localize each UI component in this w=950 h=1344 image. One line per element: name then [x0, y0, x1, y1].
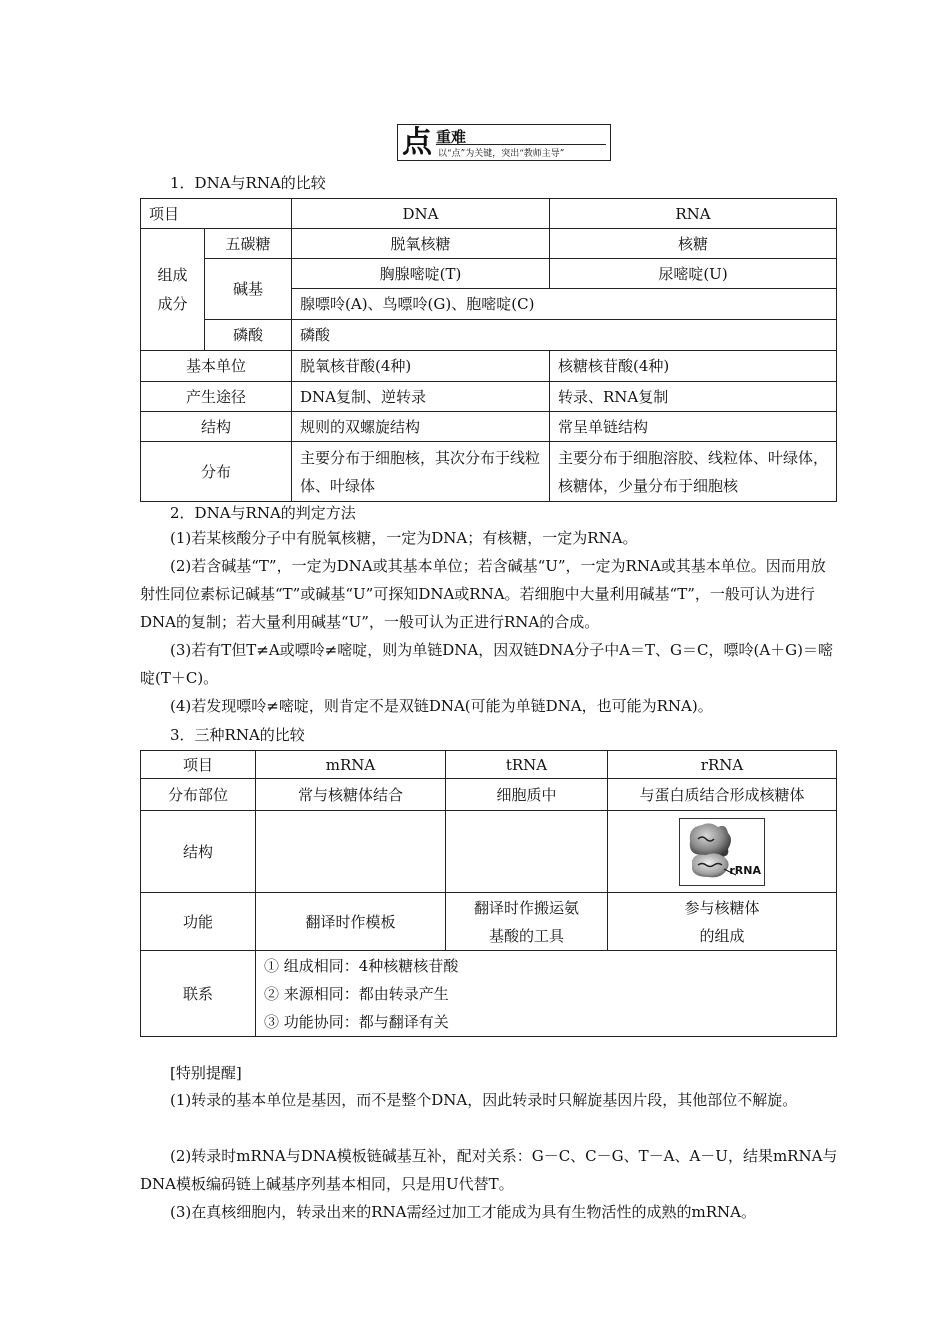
badge-subtitle: 以“点”为关键，突出“教师主导” [438, 149, 565, 159]
t2-function-mrna: 翻译时作模板 [256, 893, 446, 951]
t1-pentose-rna: 核糖 [550, 229, 837, 259]
badge-divider [436, 144, 606, 145]
t2-header-rrna: rRNA [608, 751, 837, 779]
t2-function-rrna-text: 参与核糖体的组成 [684, 898, 760, 945]
t1-phosphate-value: 磷酸 [292, 320, 837, 351]
t1-unit-rna: 核糖核苷酸(4种) [550, 351, 837, 382]
t2-function-label: 功能 [141, 893, 256, 951]
t2-location-rrna: 与蛋白质结合形成核糖体 [608, 779, 837, 811]
section2-p1: (1)若某核酸分子中有脱氧核糖，一定为DNA；有核糖，一定为RNA。 [170, 529, 638, 547]
t1-distribution-rna: 主要分布于细胞溶胶、线粒体、叶绿体，核糖体，少量分布于细胞核 [550, 442, 837, 502]
t1-unit-label: 基本单位 [141, 351, 292, 382]
t1-origin-rna: 转录、RNA复制 [550, 382, 837, 412]
t1-distribution-label: 分布 [141, 442, 292, 502]
t1-pentose-dna: 脱氧核糖 [292, 229, 550, 259]
t1-structure-rna: 常呈单链结构 [550, 412, 837, 442]
t1-header-rna: RNA [550, 199, 837, 229]
t2-structure-trna [446, 811, 608, 893]
t2-link-2: ② 来源相同：都由转录产生 [264, 984, 449, 1003]
t2-link-1: ① 组成相同：4种核糖核苷酸 [264, 956, 459, 975]
t2-function-rrna [608, 893, 837, 951]
t2-structure-mrna [256, 811, 446, 893]
t2-structure-rrna [608, 811, 837, 893]
notes-n3: (3)在真核细胞内，转录出来的RNA需经过加工才能成为具有生物活性的成熟的mRNA。 [170, 1203, 756, 1221]
t2-link-content [256, 951, 837, 1037]
t1-phosphate-label: 磷酸 [205, 320, 292, 351]
t1-origin-dna: DNA复制、逆转录 [292, 382, 550, 412]
t1-base-common: 腺嘌呤(A)、鸟嘌呤(G)、胞嘧啶(C) [292, 289, 837, 320]
t2-function-trna [446, 893, 608, 951]
t1-header-dna: DNA [292, 199, 550, 229]
section2-p3: (3)若有T但T≠A或嘌呤≠嘧啶，则为单链DNA，因双链DNA分子中A＝T、G＝C，嘌呤(A＋G)＝嘧啶(T＋C)。 [140, 641, 834, 687]
dna-rna-comparison-table [140, 198, 837, 502]
notes-heading: [特别提醒] [170, 1064, 242, 1082]
t2-header-trna: tRNA [446, 751, 608, 779]
t1-composition-label: 组成 成分 [141, 229, 205, 351]
section1-heading: 1．DNA与RNA的比较 [170, 174, 326, 192]
badge-title: 重难 [436, 128, 467, 146]
section2-heading: 2．DNA与RNA的判定方法 [170, 504, 356, 522]
t2-location-trna: 细胞质中 [446, 779, 608, 811]
t1-structure-dna: 规则的双螺旋结构 [292, 412, 550, 442]
t2-location-label: 分布部位 [141, 779, 256, 811]
t1-distribution-dna: 主要分布于细胞核，其次分布于线粒体、叶绿体 [292, 442, 550, 502]
t2-link-3: ③ 功能协同：都与翻译有关 [264, 1012, 449, 1031]
section3-heading: 3．三种RNA的比较 [170, 726, 305, 744]
t2-header-mrna: mRNA [256, 751, 446, 779]
t1-origin-label: 产生途径 [141, 382, 292, 412]
t1-base-dna: 胸腺嘧啶(T) [292, 259, 550, 289]
t1-pentose-label: 五碳糖 [205, 229, 292, 259]
t1-base-label: 碱基 [205, 259, 292, 320]
t1-header-item: 项目 [141, 199, 292, 229]
section-badge [397, 124, 611, 161]
t1-base-rna: 尿嘧啶(U) [550, 259, 837, 289]
rna-types-table [140, 750, 837, 1037]
section2-p4: (4)若发现嘌呤≠嘧啶，则肯定不是双链DNA(可能为单链DNA，也可能为RNA)。 [170, 697, 713, 715]
section2-p2: (2)若含碱基“T”，一定为DNA或其基本单位；若含碱基“U”，一定为RNA或其基本单位。因而用放射性同位素标记碱基“T”或碱基“U”可探知DNA或RNA。若细胞中大量利用碱基“T”，一般可认为进行DNA的复制；若大量利用碱基“U”，一般可认为正进行RNA的合成。 [140, 557, 826, 631]
ribosome-image [679, 818, 765, 886]
t1-structure-label: 结构 [141, 412, 292, 442]
t1-unit-dna: 脱氧核苷酸(4种) [292, 351, 550, 382]
notes-n2: (2)转录时mRNA与DNA模板链碱基互补，配对关系：G－C、C－G、T－A、A－U，结果mRNA与DNA模板编码链上碱基序列基本相同，只是用U代替T。 [140, 1147, 838, 1193]
t2-location-mrna: 常与核糖体结合 [256, 779, 446, 811]
t2-function-trna-text: 翻译时作搬运氨基酸的工具 [473, 898, 579, 945]
t2-structure-label: 结构 [141, 811, 256, 893]
t2-link-label: 联系 [141, 951, 256, 1037]
notes-n1: (1)转录的基本单位是基因，而不是整个DNA，因此转录时只解旋基因片段，其他部位不解旋。 [170, 1091, 798, 1109]
rrna-image-label: rRNA [729, 863, 761, 877]
t2-header-item: 项目 [141, 751, 256, 779]
badge-big-char: 点 [402, 125, 432, 160]
